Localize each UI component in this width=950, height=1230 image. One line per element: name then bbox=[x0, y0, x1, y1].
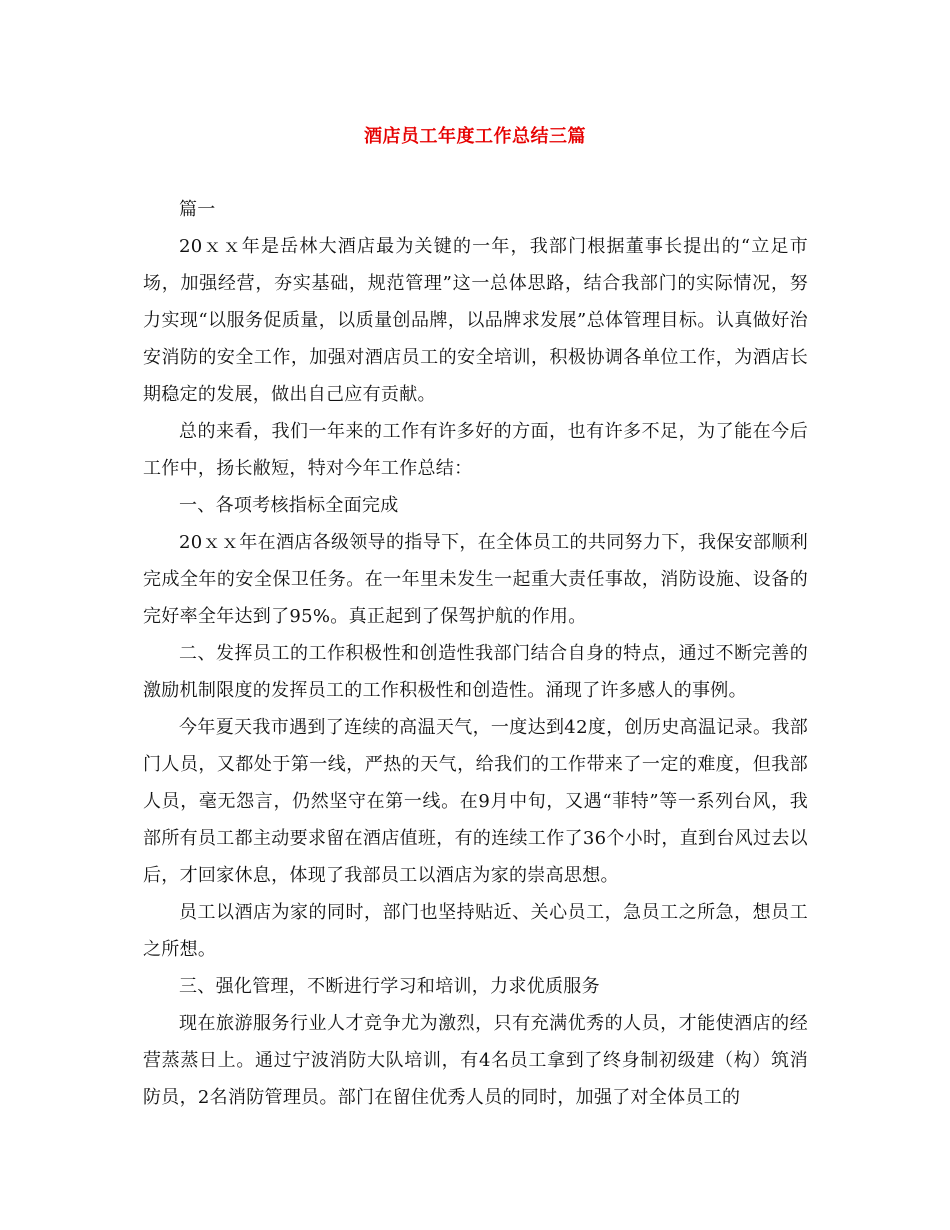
section-heading-two: 二、发挥员工的工作积极性和创造性我部门结合自身的特点，通过不断完善的激励机制限度的发挥员工的工作积极性和创造性。涌现了许多感人的事例。 bbox=[143, 643, 808, 701]
paragraph-summer: 今年夏天我市遇到了连续的高温天气，一度达到42度，创历史高温记录。我部门人员，又都处于第一线，严热的天气，给我们的工作带来了一定的难度，但我部人员，毫无怨言，仍然坚守在第一线。在9月中旬，又遇“菲特”等一系列台风，我部所有员工都主动要求留在酒店值班，有的连续工作了36个小时，直到台风过去以后，才回家休息，体现了我部员工以酒店为家的崇高思想。 bbox=[143, 717, 808, 886]
document-body bbox=[143, 191, 808, 1116]
document-title: 酒店员工年度工作总结三篇 bbox=[364, 126, 586, 147]
section-heading-part-one: 篇一 bbox=[179, 199, 216, 220]
section-heading-one: 一、各项考核指标全面完成 bbox=[179, 495, 399, 516]
paragraph-intro: 20ｘｘ年是岳林大酒店最为关键的一年，我部门根据董事长提出的“立足市场，加强经营，夯实基础，规范管理”这一总体思路，结合我部门的实际情况，努力实现“以服务促质量，以质量创品牌，以品牌求发展”总体管理目标。认真做好治安消防的安全工作，加强对酒店员工的安全培训，积极协调各单位工作，为酒店长期稳定的发展，做出自己应有贡献。 bbox=[143, 236, 808, 405]
paragraph-training: 现在旅游服务行业人才竞争尤为激烈，只有充满优秀的人员，才能使酒店的经营蒸蒸日上。通过宁波消防大队培训，有4名员工拿到了终身制初级建（构）筑消防员，2名消防管理员。部门在留住优秀人员的同时，加强了对全体员工的 bbox=[143, 1013, 808, 1108]
paragraph-targets: 20ｘｘ年在酒店各级领导的指导下，在全体员工的共同努力下，我保安部顺利完成全年的安全保卫任务。在一年里未发生一起重大责任事故，消防设施、设备的完好率全年达到了95%。真正起到了保驾护航的作用。 bbox=[143, 532, 808, 627]
paragraph-overview: 总的来看，我们一年来的工作有许多好的方面，也有许多不足，为了能在今后工作中，扬长敝短，特对今年工作总结： bbox=[143, 421, 808, 479]
paragraph-care: 员工以酒店为家的同时，部门也坚持贴近、关心员工，急员工之所急，想员工之所想。 bbox=[143, 902, 808, 960]
section-heading-three: 三、强化管理，不断进行学习和培训，力求优质服务 bbox=[179, 976, 600, 997]
